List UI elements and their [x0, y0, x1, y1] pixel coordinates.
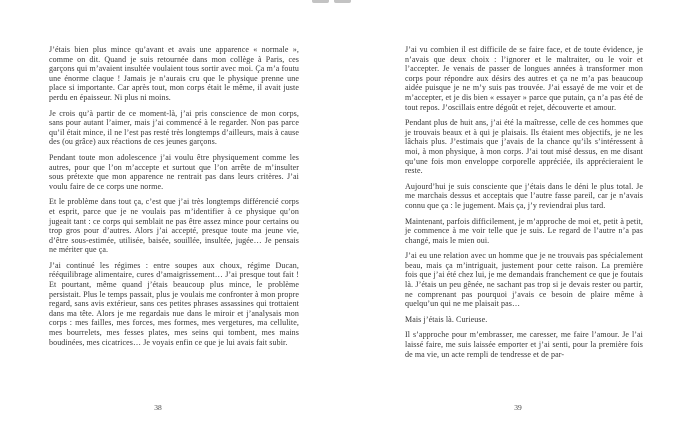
binding-mark-left: [312, 0, 329, 3]
paragraph: Il s’approche pour m’embrasser, me caresser, me faire l’amour. Je l’ai laissé faire, me suis laissée emporter et j’ai senti, pour la première fois de ma vie, un acte rempli de tendresse et de par-: [405, 330, 643, 359]
paragraph: Je crois qu’à partir de ce moment-là, j’ai pris conscience de mon corps, sans pour autant l’aimer, mais j’ai commencé à le regarder. Non pas parce qu’il était mince, il ne l’est pas resté très longtemps d’ailleurs, mais à cause des (ou grâce) aux réactions de ces jeunes garçons.: [49, 108, 299, 147]
binding-mark-right: [334, 0, 351, 3]
paragraph: Pendant toute mon adolescence j’ai voulu être physiquement comme les autres, pour que l’on m’accepte et surtout que l’on arrête de m’insulter sous prétexte que mon apparence ne rentrait pas dans leurs critères. J’ai voulu faire de ce corps une norme.: [49, 152, 299, 191]
page-number-right: 39: [514, 403, 522, 412]
left-page-text-column: [49, 45, 299, 353]
paragraph: Maintenant, parfois difficilement, je m’approche de moi et, petit à petit, je commence à me voir telle que je suis. Le regard de l’autre n’a pas changé, mais le mien oui.: [405, 216, 643, 245]
right-page-text-column: [405, 45, 643, 365]
paragraph: Et le problème dans tout ça, c’est que j’ai très longtemps différencié corps et esprit, parce que je ne voulais pas m’identifier à ce physique qu’on jugeait tant : ce corps qui semblait ne pas être assez mince pour certains ou trop gros pour d’autres. Alors j’ai accepté, presque toute ma jeune vie, d’être sous-estimée, utilisée, baisée, souillée, insultée, jugée… Je pensais ne mériter que ça.: [49, 197, 299, 255]
paragraph: Aujourd’hui je suis consciente que j’étais dans le déni le plus total. Je me marchais dessus et acceptais que l’autre fasse pareil, car je n’avais connu que ça : le jugement. Mais ça, j’y reviendrai plus tard.: [405, 181, 643, 210]
paragraph: J’étais bien plus mince qu’avant et avais une apparence « normale », comme on dit. Quand je suis retournée dans mon collège à Paris, ces garçons qui m’avaient insultée voulaient tous sortir avec moi. Ça m’a foutu une énorme claque ! Jamais je n’aurais cru que le physique prenne une place si importante. Car après tout, mon corps était le même, il avait juste perdu en épaisseur. Ni plus ni moins.: [49, 45, 299, 102]
paragraph: J’ai continué les régimes : entre soupes aux choux, régime Ducan, rééquilibrage alimentaire, cures d’amaigrissement… J’ai presque tout fait ! Et pourtant, même quand j’étais beaucoup plus mince, le problème persistait. Plus le temps passait, plus je voulais me confronter à mon propre regard, sans avis extérieur, sans ces petites phrases assassines qui trottaient dans ma tête. Alors je me regardais nue dans le miroir et j’analysais mon corps : mes failles, mes forces, mes formes, mes vergetures, ma cellulite, mes bourrelets, mes fesses plates, mes seins qui tombent, mes mains boudinées, mes cicatrices… Je voyais enfin ce que je lui avais fait subir.: [49, 260, 299, 347]
paragraph: Pendant plus de huit ans, j’ai été la maîtresse, celle de ces hommes que je trouvais beaux et à qui je plaisais. Ils étaient mes objectifs, je ne les lâchais plus. J’estimais que j’avais de la chance qu’ils s’intéressent à moi, à mon physique, à mon corps. J’ai tout misé dessus, en me disant qu’une fois mon enveloppe corporelle appréciée, ils apprécieraient le reste.: [405, 118, 643, 176]
paragraph: Mais j’étais là. Curieuse.: [405, 314, 488, 324]
page-number-left: 38: [154, 403, 162, 412]
paragraph: J’ai vu combien il est difficile de se faire face, et de toute évidence, je n’avais que deux choix : l’ignorer et le maltraiter, ou le voir et l’accepter. Je venais de passer de longues années à transformer mon corps pour répondre aux désirs des autres et ça ne m’a pas beaucoup aidée puisque je ne m’y suis pas trouvée. J’ai essayé de me voir et de m’accepter, et je dis bien « essayer » parce que putain, ça n’a pas été de tout repos. J’oscillais entre dégoût et rejet, découverte et amour.: [405, 45, 643, 112]
paragraph: J’ai eu une relation avec un homme que je ne trouvais pas spécialement beau, mais ça m’intriguait, justement pour cette raison. La première fois que j’ai été chez lui, je me demandais franchement ce que je foutais là. J’étais un peu gênée, ne sachant pas trop si je devais rester ou partir, ne comprenant pas pourquoi j’avais ce besoin de plaire même à quelqu’un qui ne me plaisait pas…: [405, 251, 643, 309]
